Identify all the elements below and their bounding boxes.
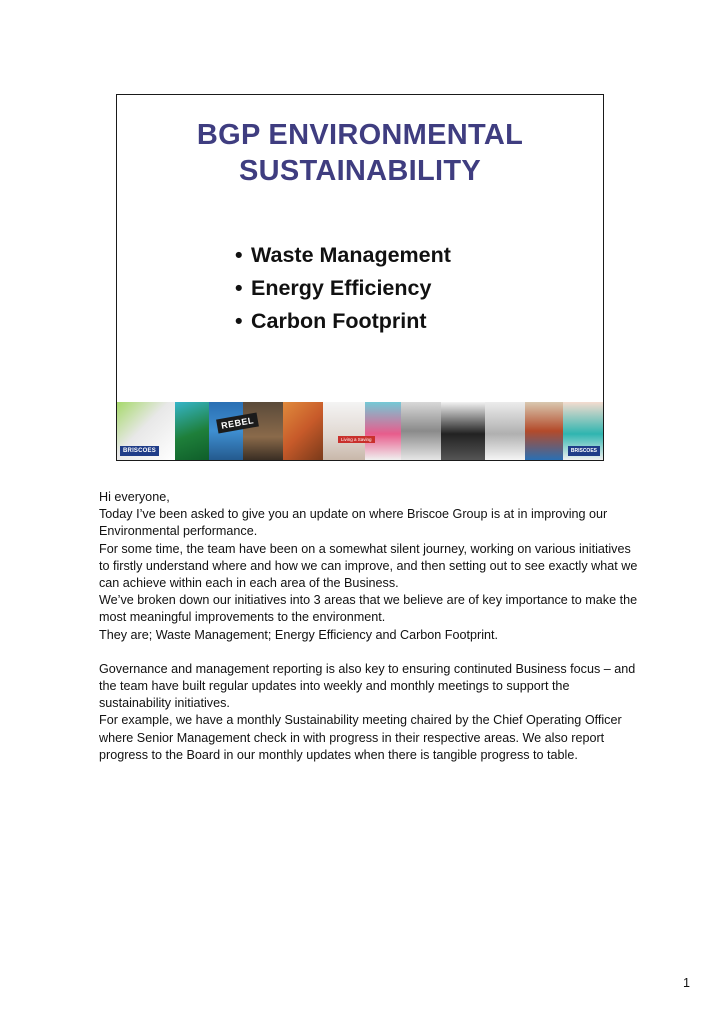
product-image-strip	[117, 402, 603, 460]
homeware-image	[323, 402, 365, 460]
page-number: 1	[682, 976, 690, 990]
bullet-item: • Carbon Footprint	[235, 305, 451, 338]
notes-line: For some time, the team have been on a somewhat silent journey, working on various initiatives to firstly understand where and how we can improve, and then setting out to see exactly what we can achieve within each in each area of the Business.	[99, 541, 638, 591]
briscoes-logo-right: BRISCOES	[568, 446, 600, 456]
notes-line: Governance and management reporting is also key to ensuring continuted Business focus – and the team have built regular updates into weekly and monthly meetings to support the sustainability initiatives.	[99, 661, 636, 711]
slide-title-line-1: BGP ENVIRONMENTAL	[196, 119, 524, 151]
kitchen-appliance-image	[525, 402, 563, 460]
bullet-dot-icon: •	[235, 309, 243, 333]
slide-title-line-2: SUSTAINABILITY	[238, 155, 482, 187]
outdoor-gear-image	[175, 402, 209, 460]
bullet-dot-icon: •	[235, 243, 243, 267]
cookware-image	[441, 402, 485, 460]
notes-line: Hi everyone,	[99, 490, 170, 504]
cupcake-image	[365, 402, 401, 460]
slide-bullet-list	[235, 239, 451, 338]
notes-line: Today I’ve been asked to give you an update on where Briscoe Group is at in improving our Environmental performance.	[99, 507, 608, 539]
rebel-sport-image	[243, 402, 283, 460]
speaker-notes	[99, 489, 639, 764]
briscoes-logo-left: BRISCOES	[120, 446, 159, 456]
slide-thumbnail	[116, 94, 604, 461]
tennis-racket-image	[283, 402, 323, 460]
slide-title	[117, 117, 603, 189]
notes-line: They are; Waste Management; Energy Efficiency and Carbon Footprint.	[99, 627, 499, 642]
bullet-dot-icon: •	[235, 276, 243, 300]
paragraph-spacer	[99, 644, 639, 661]
rebel-logo: REBEL	[216, 413, 259, 434]
living-a-saving-label: Living a Saving	[338, 436, 375, 443]
bullet-item: • Waste Management	[235, 239, 451, 272]
notes-line: For example, we have a monthly Sustainability meeting chaired by the Chief Operating Officer where Senior Management check in with progress in their respective areas. We also report progress to the Board in our monthly updates when there is tangible progress to table.	[99, 713, 622, 762]
notes-line: We’ve broken down our initiatives into 3 areas that we believe are of key importance to make the most meaningful improvements to the environment.	[99, 593, 638, 625]
tableware-image	[401, 402, 441, 460]
bullet-item: • Energy Efficiency	[235, 272, 451, 305]
toaster-kettle-image	[485, 402, 525, 460]
